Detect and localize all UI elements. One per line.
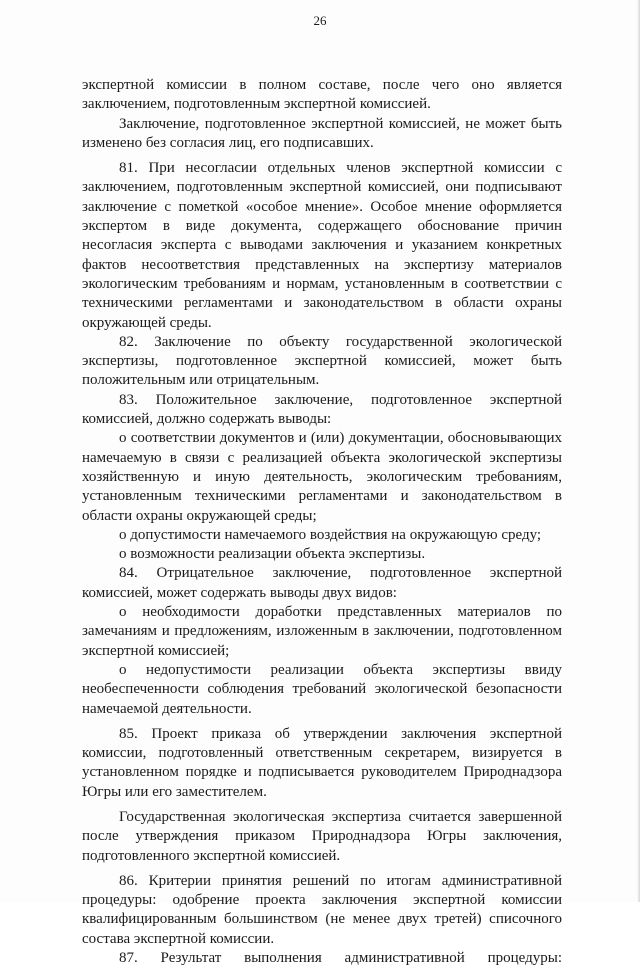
page-number: 26 xyxy=(313,13,327,28)
document-body xyxy=(82,76,562,968)
paragraph-87-procedure-result: 87. Результат выполнения административной процедуры: xyxy=(119,950,562,967)
paragraph-82-conclusion-types: 82. Заключение по объекту государственной экологической экспертизы, подготовленное экспертной комиссией, может быть положительным или отрицательным. xyxy=(82,333,562,389)
paragraph-83-positive-conclusion: 83. Положительное заключение, подготовленное экспертной комиссией, должно содержать выводы: xyxy=(82,391,562,428)
paragraph-81-special-opinion: 81. При несогласии отдельных членов экспертной комиссии с заключением, подготовленным экспертной комиссией, они подписывают заключение с пометкой «особое мнение». Особое мнение оформляется экспертом в виде документа, содержащего обоснование причин несогласия эксперта с выводами заключения и указанием конкретных фактов несоответствия представленных на экспертизу материалов экологическим требованиям и нормам, установленным в соответствии с техническими регламентами и законодательством в области охраны окружающей среды. xyxy=(82,160,562,331)
paragraph-86-decision-criteria: 86. Критерии принятия решений по итогам административной процедуры: одобрение проекта заключения экспертной комиссии квалифицированным большинством (не менее двух третей) списочного состава экспертной комиссии. xyxy=(82,872,562,947)
list-item-feasibility: о возможности реализации объекта экспертизы. xyxy=(119,546,426,563)
list-item-compliance: о соответствии документов и (или) документации, обосновывающих намечаемую в связи с реализацией объекта экологической экспертизы хозяйственную и иную деятельность, экологическим требованиям, установленным техническими регламентами и законодательством в области охраны окружающей среды; xyxy=(82,430,562,524)
paragraph-expertise-completed: Государственная экологическая экспертиза считается завершенной после утверждения приказом Природнадзора Югры заключения, подготовленного экспертной комиссией. xyxy=(82,808,562,864)
list-item-inadmissibility: о недопустимости реализации объекта экспертизы ввиду необеспеченности соблюдения требований экологической безопасности намечаемой деятельности. xyxy=(82,661,562,717)
paragraph-84-negative-conclusion: 84. Отрицательное заключение, подготовленное экспертной комиссией, может содержать выводы двух видов: xyxy=(82,565,562,601)
paragraph-unchangeable-conclusion: Заключение, подготовленное экспертной комиссией, не может быть изменено без согласия лиц, его подписавших. xyxy=(82,115,562,151)
paragraph-85-order-approval: 85. Проект приказа об утверждении заключения экспертной комиссии, подготовленный ответственным секретарем, визируется в установленном порядке и подписывается руководителем Природнадзора Югры или его заместителем. xyxy=(82,725,562,800)
list-item-admissibility: о допустимости намечаемого воздействия на окружающую среду; xyxy=(119,526,542,543)
list-item-revision-needed: о необходимости доработки представленных материалов по замечаниям и предложениям, изложенным в заключении, подготовленном экспертной комиссией; xyxy=(82,604,562,659)
paragraph-continuation: экспертной комиссии в полном составе, после чего оно является заключением, подготовленным экспертной комиссией. xyxy=(82,77,562,113)
